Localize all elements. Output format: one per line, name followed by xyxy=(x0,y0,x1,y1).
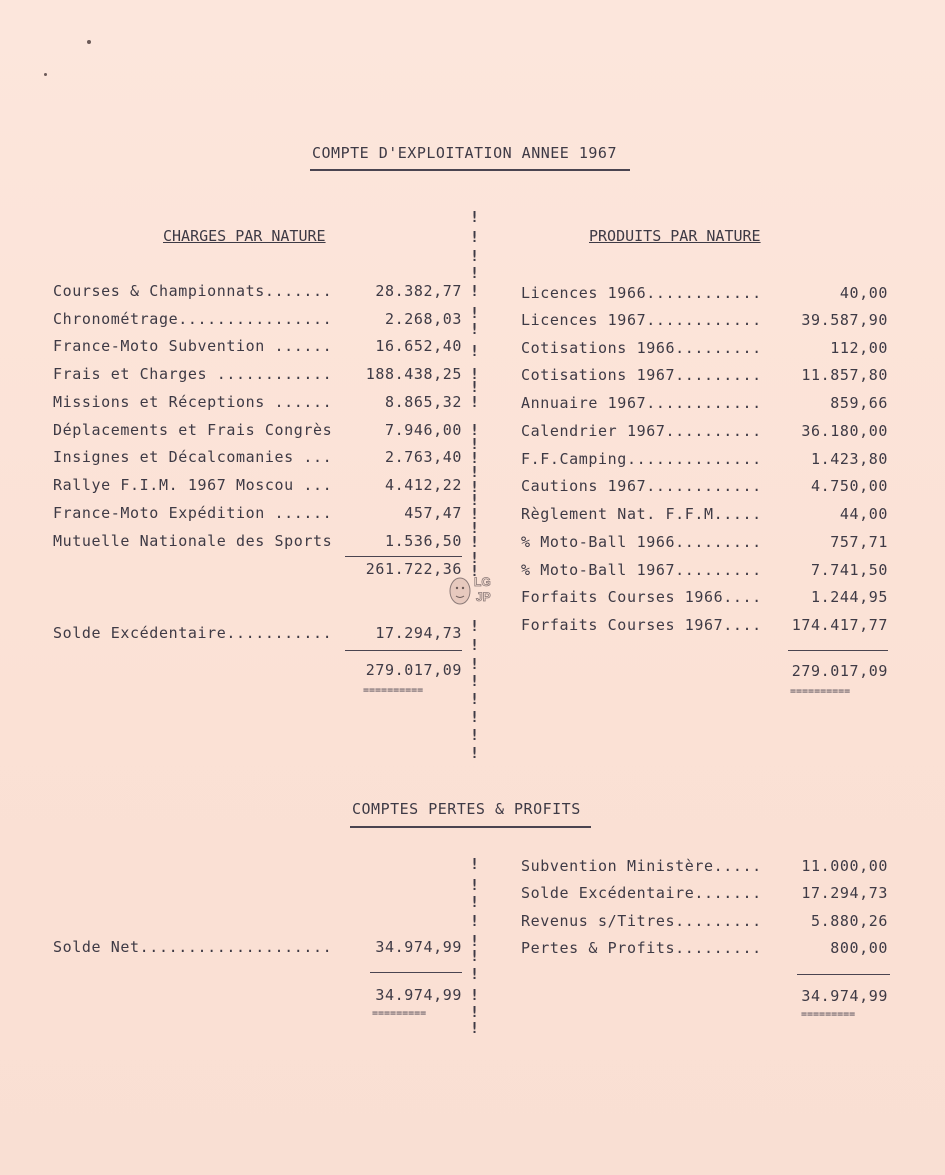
charge-label: Rallye F.I.M. 1967 Moscou ... xyxy=(53,476,333,494)
pp-right-value: 5.880,26 xyxy=(810,912,888,930)
separator-mark: ! xyxy=(470,491,480,509)
produit-label: Forfaits Courses 1967.... xyxy=(521,616,762,634)
produit-label: Forfaits Courses 1966.... xyxy=(521,588,762,606)
charge-label: France-Moto Subvention ...... xyxy=(53,337,333,355)
separator-mark: ! xyxy=(470,519,480,537)
produit-value: 44,00 xyxy=(839,505,888,523)
charge-value: 28.382,77 xyxy=(375,282,462,300)
pp-right-value: 11.000,00 xyxy=(801,857,888,875)
pp-right-label: Pertes & Profits......... xyxy=(521,939,762,957)
produit-value: 1.423,80 xyxy=(810,450,888,468)
separator-mark: ! xyxy=(470,876,480,894)
separator-mark: ! xyxy=(470,463,480,481)
paper-spot xyxy=(87,40,91,44)
solde-excedentaire-value: 17.294,73 xyxy=(375,624,462,642)
separator-mark: ! xyxy=(470,264,480,282)
separator-mark: ! xyxy=(470,228,480,246)
separator-mark: ! xyxy=(470,478,480,496)
produit-label: % Moto-Ball 1966......... xyxy=(521,533,762,551)
separator-mark: ! xyxy=(470,365,480,383)
separator-mark: ! xyxy=(470,655,480,673)
separator-mark: ! xyxy=(470,1019,480,1037)
pp-right-value: 800,00 xyxy=(830,939,888,957)
pp-right-rule xyxy=(797,974,890,975)
title-underline xyxy=(310,169,630,171)
pp-right-total: 34.974,99 xyxy=(801,987,888,1005)
separator-mark: ! xyxy=(470,1003,480,1021)
separator-mark: ! xyxy=(470,672,480,690)
produit-label: Licences 1967............ xyxy=(521,311,762,329)
pp-right-label: Subvention Ministère..... xyxy=(521,857,762,875)
produit-label: Règlement Nat. F.F.M..... xyxy=(521,505,762,523)
solde-net-value: 34.974,99 xyxy=(375,938,462,956)
lgjp-stamp-logo xyxy=(442,565,498,613)
separator-mark: ! xyxy=(470,208,480,226)
separator-mark: ! xyxy=(470,690,480,708)
subtotal-rule xyxy=(345,556,462,557)
charge-value: 8.865,32 xyxy=(384,393,462,411)
separator-mark: ! xyxy=(470,708,480,726)
paper-spot xyxy=(44,73,47,76)
produit-label: Cautions 1967............ xyxy=(521,477,762,495)
produit-value: 39.587,90 xyxy=(801,311,888,329)
produit-value: 11.857,80 xyxy=(801,366,888,384)
charge-label: Missions et Réceptions ...... xyxy=(53,393,333,411)
charge-value: 1.536,50 xyxy=(384,532,462,550)
charge-label: Frais et Charges ............ xyxy=(53,365,333,383)
produit-value: 4.750,00 xyxy=(810,477,888,495)
separator-mark: ! xyxy=(470,378,480,396)
section2-underline xyxy=(350,826,591,828)
pp-left-double-rule: ========= xyxy=(372,1008,427,1019)
charge-value: 2.763,40 xyxy=(384,448,462,466)
charge-label: Courses & Championnats....... xyxy=(53,282,333,300)
pp-left-total: 34.974,99 xyxy=(375,986,462,1004)
produits-total: 279.017,09 xyxy=(791,662,888,680)
separator-mark: ! xyxy=(470,247,480,265)
separator-mark: ! xyxy=(470,965,480,983)
charges-subtotal: 261.722,36 xyxy=(365,560,462,578)
produits-total-rule xyxy=(788,650,888,651)
charge-label: France-Moto Expédition ...... xyxy=(53,504,333,522)
separator-mark: ! xyxy=(470,505,480,523)
separator-mark: ! xyxy=(470,549,480,567)
produit-value: 174.417,77 xyxy=(791,616,888,634)
charge-value: 7.946,00 xyxy=(384,421,462,439)
pp-right-double-rule: ========= xyxy=(801,1009,856,1020)
produit-value: 7.741,50 xyxy=(810,561,888,579)
produit-label: Calendrier 1967.......... xyxy=(521,422,762,440)
separator-mark: ! xyxy=(470,342,480,360)
charge-label: Insignes et Décalcomanies ... xyxy=(53,448,333,466)
produits-header: PRODUITS PAR NATURE xyxy=(589,227,761,245)
charge-value: 4.412,22 xyxy=(384,476,462,494)
solde-net-label: Solde Net.................... xyxy=(53,938,333,956)
svg-text:JP: JP xyxy=(476,590,491,604)
separator-mark: ! xyxy=(470,421,480,439)
produit-value: 40,00 xyxy=(839,284,888,302)
separator-mark: ! xyxy=(470,744,480,762)
separator-mark: ! xyxy=(470,282,480,300)
charge-label: Chronométrage................ xyxy=(53,310,333,328)
charge-value: 188.438,25 xyxy=(365,365,462,383)
separator-mark: ! xyxy=(470,393,480,411)
separator-mark: ! xyxy=(470,562,480,580)
separator-mark: ! xyxy=(470,304,480,322)
produit-value: 112,00 xyxy=(830,339,888,357)
charges-header: CHARGES PAR NATURE xyxy=(163,227,326,245)
pp-right-label: Solde Excédentaire....... xyxy=(521,884,762,902)
pp-right-label: Revenus s/Titres......... xyxy=(521,912,762,930)
produit-label: Cotisations 1966......... xyxy=(521,339,762,357)
separator-mark: ! xyxy=(470,932,480,950)
section2-title: COMPTES PERTES & PROFITS xyxy=(352,800,581,818)
charges-total: 279.017,09 xyxy=(365,661,462,679)
charge-value: 457,47 xyxy=(404,504,462,522)
charge-label: Déplacements et Frais Congrès xyxy=(53,421,333,439)
separator-mark: ! xyxy=(470,320,480,338)
produit-value: 36.180,00 xyxy=(801,422,888,440)
separator-mark: ! xyxy=(470,893,480,911)
produit-value: 859,66 xyxy=(830,394,888,412)
separator-mark: ! xyxy=(470,855,480,873)
separator-mark: ! xyxy=(470,912,480,930)
produit-label: Licences 1966............ xyxy=(521,284,762,302)
separator-mark: ! xyxy=(470,617,480,635)
separator-mark: ! xyxy=(470,435,480,453)
svg-text:LG: LG xyxy=(474,575,491,589)
produit-label: Annuaire 1967............ xyxy=(521,394,762,412)
charge-value: 2.268,03 xyxy=(384,310,462,328)
separator-mark: ! xyxy=(470,449,480,467)
page-title: COMPTE D'EXPLOITATION ANNEE 1967 xyxy=(312,144,617,162)
charge-value: 16.652,40 xyxy=(375,337,462,355)
produit-label: F.F.Camping.............. xyxy=(521,450,762,468)
separator-mark: ! xyxy=(470,726,480,744)
produit-label: Cotisations 1967......... xyxy=(521,366,762,384)
charges-double-rule: ========== xyxy=(363,685,424,696)
produit-value: 757,71 xyxy=(830,533,888,551)
pp-left-rule xyxy=(370,972,462,973)
total-rule xyxy=(345,650,462,651)
separator-mark: ! xyxy=(470,636,480,654)
separator-mark: ! xyxy=(470,947,480,965)
produit-label: % Moto-Ball 1967......... xyxy=(521,561,762,579)
produits-double-rule: ========== xyxy=(790,686,851,697)
separator-mark: ! xyxy=(470,986,480,1004)
charge-label: Mutuelle Nationale des Sports xyxy=(53,532,333,550)
produit-value: 1.244,95 xyxy=(810,588,888,606)
solde-excedentaire-label: Solde Excédentaire........... xyxy=(53,624,333,642)
pp-right-value: 17.294,73 xyxy=(801,884,888,902)
separator-mark: ! xyxy=(470,533,480,551)
